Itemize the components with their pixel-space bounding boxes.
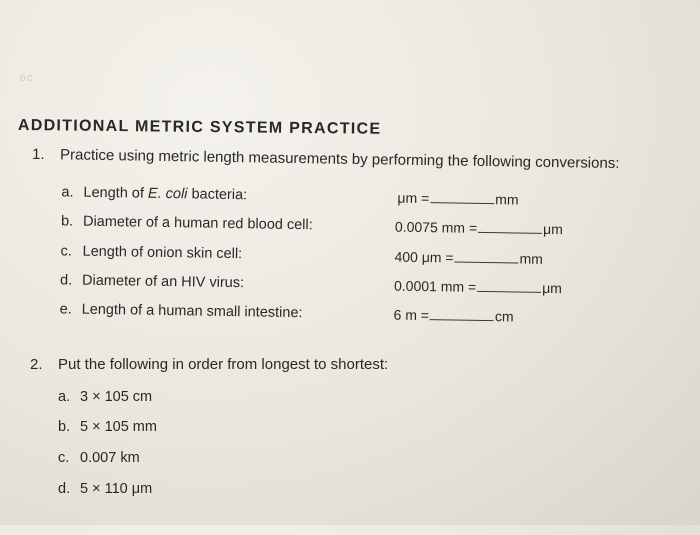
order-item-c — [58, 450, 140, 466]
order-item-b — [58, 419, 157, 435]
item-label: Length of onion skin cell: — [82, 244, 242, 263]
conversion-to-unit: mm — [495, 191, 519, 207]
conversion-value: 6 m = — [393, 307, 429, 324]
conversion-to-unit: cm — [495, 308, 514, 324]
conversion-value: 0.0001 mm = — [394, 278, 476, 295]
item-label-suffix: bacteria: — [187, 186, 247, 203]
item-label: 3 × 105 cm — [80, 389, 152, 405]
item-label-italic: E. coli — [148, 186, 188, 203]
item-label: 5 × 105 mm — [80, 419, 157, 435]
item-letter: a. — [58, 389, 80, 405]
worksheet-heading: ADDITIONAL METRIC SYSTEM PRACTICE — [18, 117, 382, 139]
order-item-a — [58, 389, 152, 405]
conversion-to-unit: μm — [542, 280, 562, 296]
item-letter: e. — [60, 301, 82, 317]
question-1-text: Practice using metric length measurements by performing the following conversions: — [60, 146, 620, 172]
conversion-to-unit: μm — [543, 221, 563, 237]
item-label: Diameter of a human red blood cell: — [83, 214, 313, 234]
item-letter: c. — [58, 450, 80, 466]
item-letter: c. — [60, 243, 82, 259]
item-letter: a. — [61, 184, 83, 200]
item-label-prefix: Length of — [83, 185, 148, 202]
item-label: 5 × 110 μm — [80, 481, 152, 497]
order-item-d — [58, 481, 152, 497]
conversion-value: 0.0075 mm = — [395, 219, 477, 236]
conversion-from-unit: μm = — [397, 190, 429, 206]
question-2-number: 2. — [30, 356, 43, 373]
item-letter: d. — [58, 481, 80, 497]
item-label: 0.007 km — [80, 450, 140, 466]
item-label: Diameter of an HIV virus: — [82, 273, 244, 292]
faint-bleedthrough-text: oc — [20, 72, 34, 84]
question-1-number: 1. — [32, 146, 45, 163]
item-letter: b. — [61, 213, 83, 229]
item-letter: d. — [60, 272, 82, 288]
item-label: Length of a human small intestine: — [82, 302, 303, 321]
conversion-to-unit: mm — [519, 251, 543, 267]
question-2-text: Put the following in order from longest to shortest: — [58, 356, 388, 373]
item-letter: b. — [58, 419, 80, 435]
conversion-value: 400 μm = — [394, 249, 453, 266]
